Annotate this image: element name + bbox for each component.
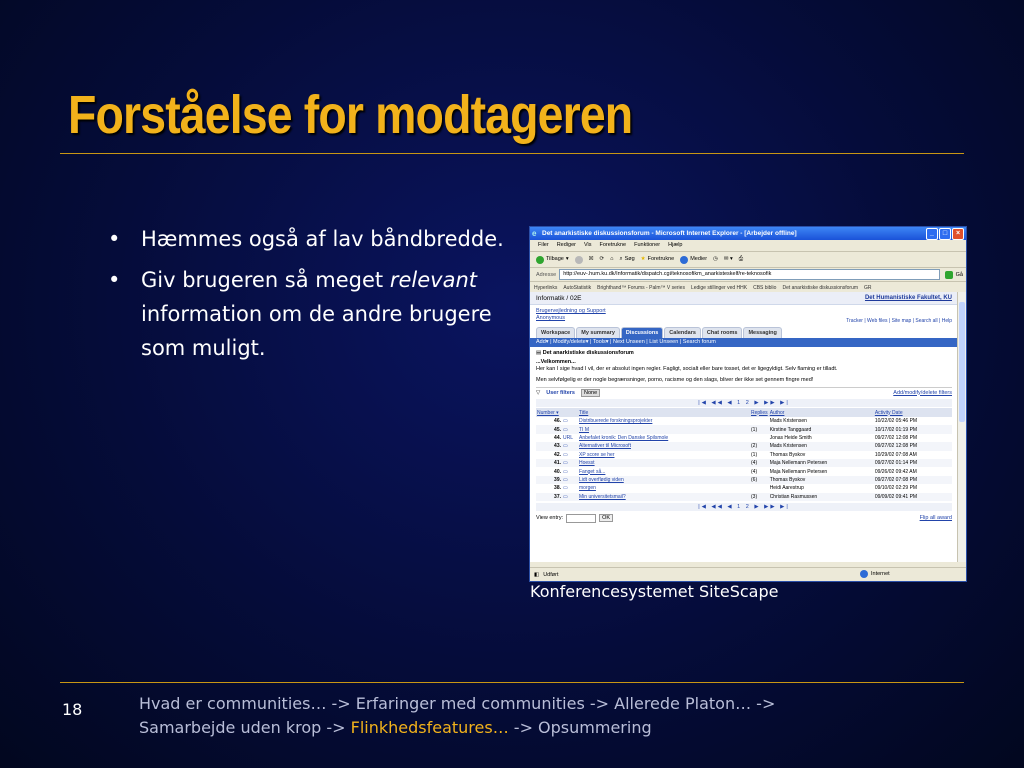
cell-date: 10/22/02 05:46 PM: [874, 418, 918, 425]
link-item[interactable]: AutoStatistik: [563, 284, 592, 291]
status-zone: Internet: [860, 570, 890, 578]
title-divider: [60, 153, 964, 154]
filter-icon: ▽: [536, 389, 541, 396]
cell-num: 41.: [536, 459, 562, 467]
browser-screenshot: [529, 226, 967, 582]
address-bar: [530, 268, 966, 282]
cell-replies: (1): [751, 451, 758, 458]
cell-replies: (4): [751, 468, 758, 475]
cell-author: Maja Nellemann Petersen: [769, 468, 828, 475]
forum-nav[interactable]: Add▾ | Modify/delete▾ | Tools▾ | Next Unseen | List Unseen | Search forum: [530, 338, 958, 347]
cell-title[interactable]: Distribuerede forskningsprojekter: [579, 418, 653, 425]
cell-icon: ▭: [563, 485, 568, 492]
bottom-link[interactable]: Flip all award: [919, 515, 952, 522]
table-row[interactable]: [536, 484, 952, 492]
cell-date: 09/09/02 09:41 PM: [874, 493, 952, 501]
minimize-icon[interactable]: _: [926, 228, 938, 240]
cell-num: 44.: [554, 434, 561, 441]
topic-table: [536, 408, 952, 501]
star-icon: ★: [640, 256, 646, 262]
breadcrumb: Informatik / 02E: [536, 294, 582, 302]
cell-replies: (6): [750, 476, 769, 484]
browser-menu-bar: [530, 240, 966, 252]
forum-title-row: [530, 347, 958, 359]
go-button[interactable]: Gå: [955, 271, 963, 278]
cell-author: Thomas Byskov: [769, 451, 806, 458]
cell-replies: [750, 434, 769, 442]
cell-replies: (2): [750, 442, 769, 450]
menu-item[interactable]: Rediger: [556, 242, 576, 248]
scrollbar-thumb[interactable]: [959, 302, 965, 422]
cell-num: 37.: [536, 493, 562, 501]
user-filter-bar: [536, 387, 952, 397]
table-row[interactable]: [536, 434, 952, 442]
internet-zone-icon: [860, 570, 868, 578]
cell-replies: (4): [750, 459, 769, 467]
cell-icon: URL: [563, 434, 574, 441]
tab-workspace[interactable]: Workspace: [536, 327, 575, 338]
cell-author: Mads Kristensen: [769, 418, 807, 425]
page-done-icon: ◧: [534, 571, 540, 578]
go-arrow-icon[interactable]: [945, 271, 953, 279]
cell-title[interactable]: Alternativer til Microsoft: [578, 442, 750, 450]
forward-button[interactable]: [575, 256, 583, 264]
link-item[interactable]: Brighthand™ Forums - Palm™ V series: [597, 284, 685, 291]
media-button[interactable]: Medier: [680, 252, 707, 267]
cell-author: Heidi Aarestrup: [769, 485, 804, 492]
help-link[interactable]: Brugervejledning og Support: [536, 308, 606, 314]
page-content: [530, 292, 958, 562]
menu-item[interactable]: Hjælp: [668, 242, 683, 248]
tab-my-summary[interactable]: My summary: [576, 327, 620, 338]
menu-item[interactable]: Foretrukne: [599, 242, 627, 248]
user-filters-label: User filters: [546, 389, 575, 396]
bullet-text: Hæmmes også af lav båndbredde.: [141, 227, 504, 251]
cell-num: 38.: [554, 485, 561, 492]
cell-num: 39.: [536, 476, 562, 484]
view-entry-label: View entry:: [536, 515, 564, 522]
top-right-links[interactable]: Tracker | Web files | Site map | Search all | Help: [846, 318, 952, 324]
close-icon[interactable]: ×: [952, 228, 964, 240]
cell-title[interactable]: Fanget så...: [579, 468, 606, 475]
browser-toolbar: [530, 252, 966, 268]
cell-date: 09/27/02 01:14 PM: [874, 459, 952, 467]
cell-date: 09/27/02 12:08 PM: [874, 442, 952, 450]
slide-title: Forståelse for modtageren: [68, 85, 633, 145]
table-row[interactable]: [536, 476, 952, 484]
cell-icon: ▭: [562, 493, 578, 501]
cell-num: 43.: [536, 442, 562, 450]
table-row[interactable]: [536, 451, 952, 459]
bullet-list: [108, 222, 508, 372]
cell-icon: ▭: [562, 425, 578, 433]
user-link[interactable]: Anonymous: [536, 315, 566, 321]
column-header[interactable]: Author: [769, 408, 874, 417]
history-button[interactable]: ◷: [713, 256, 718, 262]
ok-button[interactable]: OK: [599, 514, 613, 522]
cell-icon: ▭: [562, 442, 578, 450]
cell-title[interactable]: XP score se her: [579, 451, 615, 458]
column-header[interactable]: Title: [578, 408, 750, 417]
ie-logo-icon: e: [532, 229, 537, 238]
cell-author: Christian Rasmussen: [769, 493, 874, 501]
forum-desc-line: Her kan I sige hvad I vil, der er absolut ingen regler. Fagligt, socialt eller bare tosset, det er ligegyldigt. Selv flaming er tilladt.: [536, 366, 838, 372]
forward-arrow-icon: [575, 256, 583, 264]
footer-line: Samarbejde uden krop -> Flinkhedsfeatures… -> Opsummering: [139, 718, 652, 737]
cell-num: 45.: [536, 425, 562, 433]
forum-icon: ▤: [536, 350, 542, 356]
tab-bar: [530, 325, 958, 338]
cell-date: 09/27/02 07:08 PM: [874, 476, 952, 484]
bullet-item: [108, 263, 508, 365]
tab-chat-rooms[interactable]: Chat rooms: [702, 327, 743, 338]
stop-button[interactable]: ☒: [588, 256, 594, 262]
cell-icon: ▭: [563, 468, 568, 475]
table-row[interactable]: [536, 467, 952, 475]
table-row[interactable]: [536, 493, 952, 501]
bullet-text-rest: information om de andre brugere som muligt.: [141, 302, 492, 360]
cell-num: 42.: [554, 451, 561, 458]
menu-item[interactable]: Vis: [583, 242, 592, 248]
link-item[interactable]: CBS biblio: [753, 284, 777, 291]
sitescape-header: [530, 292, 958, 305]
footer-line: Hvad er communities… -> Erfaringer med communities -> Allerede Platon… ->: [139, 694, 776, 713]
column-header[interactable]: Number ▾: [536, 408, 578, 417]
cell-replies: (1): [750, 425, 769, 433]
favorites-button[interactable]: ★ Foretrukne: [641, 252, 675, 267]
search-icon: ⌕: [619, 256, 623, 262]
forum-desc-line: Men selvfølgelig er der nogle begrænsninger, porno, racisme og den slags, bliver der ikke set gennem fingre med!: [536, 377, 814, 383]
status-text: Udført: [543, 571, 559, 578]
links-label: Hyperlinks: [534, 284, 558, 291]
vertical-scrollbar[interactable]: [957, 292, 966, 562]
view-entry-bar: [536, 514, 952, 523]
cell-title[interactable]: Min universitetsmail?: [578, 493, 750, 501]
footer-navigation: [139, 692, 775, 740]
table-row[interactable]: [536, 425, 952, 433]
bullet-emphasis: relevant: [389, 268, 477, 292]
cell-date: 09/27/02 12:08 PM: [874, 434, 918, 441]
view-entry-input[interactable]: [566, 514, 596, 523]
tab-messaging[interactable]: Messaging: [743, 327, 781, 338]
cell-author: Maja Nellemann Petersen: [769, 459, 874, 467]
bullet-dot-icon: •: [108, 227, 121, 251]
cell-title[interactable]: TI M: [578, 425, 750, 433]
browser-window-title: Det anarkistiske diskussionsforum - Microsoft Internet Explorer - [Arbejder offline]: [542, 230, 797, 237]
current-section: Flinkhedsfeatures…: [350, 718, 509, 737]
column-header[interactable]: Activity Date: [874, 408, 952, 417]
cell-num: 46.: [554, 418, 561, 425]
column-header[interactable]: Replies: [751, 409, 768, 416]
bullet-text: Giv brugeren så meget: [141, 268, 390, 292]
table-row[interactable]: [536, 417, 952, 425]
browser-title-bar: [530, 227, 966, 240]
back-button[interactable]: Tilbage ▾: [536, 252, 569, 267]
home-button[interactable]: ⌂: [610, 256, 614, 262]
cell-title[interactable]: Lidt overflødig viden: [578, 476, 750, 484]
cell-num: 40.: [554, 468, 561, 475]
cell-author: Jonas Heide Smith: [769, 434, 812, 441]
cell-icon: ▭: [563, 418, 568, 425]
cell-replies: [750, 484, 769, 492]
cell-icon: ▭: [563, 451, 568, 458]
pager-top[interactable]: |◀ ◀◀ ◀ 1 2 ▶ ▶▶ ▶|: [536, 399, 952, 407]
pager-bottom[interactable]: |◀ ◀◀ ◀ 1 2 ▶ ▶▶ ▶|: [536, 503, 952, 511]
print-button[interactable]: ⎙: [738, 256, 744, 262]
forum-welcome: ...Velkommen...: [536, 359, 576, 365]
cell-icon: ▭: [562, 476, 578, 484]
search-button[interactable]: ⌕ Søg: [619, 252, 634, 267]
link-item[interactable]: GR: [864, 284, 872, 291]
address-input[interactable]: http://euv-.hum.ku.dk/Informatik/dispatch.cgi/teknosofikm_anarkisteskelf/re-teknosofik: [559, 269, 939, 280]
refresh-button[interactable]: ⟳: [599, 256, 605, 262]
bullet-item: [108, 222, 508, 256]
cell-date: 09/10/02 02:29 PM: [874, 485, 918, 492]
cell-author: Kirstine Tanggaard: [769, 425, 874, 433]
cell-author: Thomas Byskov: [769, 476, 874, 484]
media-icon: [680, 256, 688, 264]
forum-title: Det anarkistiske diskussionsforum: [542, 350, 634, 356]
filter-link[interactable]: Add/modify/delete filters: [893, 389, 952, 396]
maximize-icon[interactable]: □: [939, 228, 951, 240]
table-row[interactable]: [536, 442, 952, 450]
table-row[interactable]: [536, 459, 952, 467]
faculty-link[interactable]: Det Humanistiske Fakultet, KU: [864, 295, 952, 301]
cell-date: 10/29/02 07:08 AM: [874, 451, 917, 458]
link-item[interactable]: Ledige stillinger ved HHK: [690, 284, 748, 291]
menu-item[interactable]: Filer: [538, 242, 549, 248]
cell-date: 09/26/02 09:42 AM: [874, 468, 917, 475]
tab-calendars[interactable]: Calendars: [664, 327, 701, 338]
cell-title[interactable]: morgen: [579, 485, 596, 492]
link-item[interactable]: Det anarkistiske diskussionsforum: [782, 284, 859, 291]
cell-title[interactable]: Hoesst: [578, 459, 750, 467]
cell-replies: (3): [750, 493, 769, 501]
cell-author: Mads Kristensen: [769, 442, 874, 450]
bullet-dot-icon: •: [108, 268, 121, 292]
cell-icon: ▭: [562, 459, 578, 467]
footer-divider: [60, 682, 964, 683]
forum-description: [530, 359, 958, 384]
cell-title[interactable]: Anbefalet kronik: Den Danske Spilsmole: [579, 434, 669, 441]
filter-select[interactable]: None: [581, 389, 600, 397]
back-arrow-icon: [536, 256, 544, 264]
status-bar: [530, 567, 967, 581]
mail-button[interactable]: ✉ ▾: [723, 256, 733, 262]
screenshot-caption: Konferencesystemet SiteScape: [530, 582, 779, 601]
cell-replies: [750, 417, 769, 425]
address-label: Adresse: [536, 271, 557, 278]
tab-discussions[interactable]: Discussions: [621, 327, 663, 338]
cell-date: 10/17/02 01:19 PM: [874, 425, 952, 433]
menu-item[interactable]: Funktioner: [634, 242, 661, 248]
page-number: 18: [62, 700, 83, 719]
